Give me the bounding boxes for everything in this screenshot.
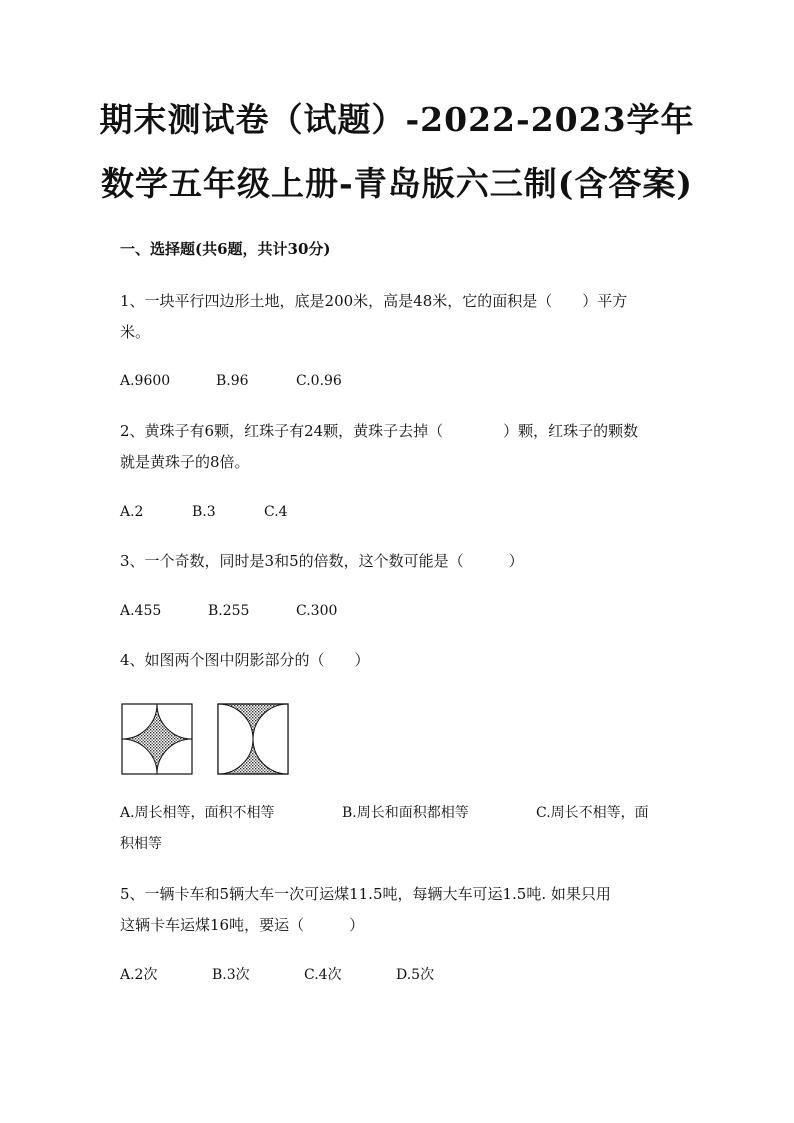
question-2-options bbox=[120, 501, 288, 523]
option-b: B.255 bbox=[208, 603, 250, 619]
figure-2-hourglass-shape bbox=[218, 704, 288, 774]
question-5-line-1: 5、一辆卡车和5辆大车一次可运煤11.5吨，每辆大车可运1.5吨. 如果只用 bbox=[120, 885, 611, 903]
option-a: A.455 bbox=[120, 603, 162, 619]
question-1-line-2: 米。 bbox=[120, 323, 151, 341]
question-2-line-1: 2、黄珠子有6颗，红珠子有24颗，黄珠子去掉（ ）颗，红珠子的颗数 bbox=[120, 422, 639, 440]
option-b: B.3次 bbox=[212, 967, 250, 983]
option-c: C.4 bbox=[264, 504, 288, 520]
option-b: B.3 bbox=[192, 504, 216, 520]
question-4-figures bbox=[120, 702, 300, 776]
option-a: A.周长相等，面积不相等 bbox=[120, 805, 275, 821]
section-heading: 一、选择题(共6题，共计30分) bbox=[120, 240, 331, 258]
title-line-1: 期末测试卷（试题）-2022-2023学年 bbox=[99, 100, 695, 139]
option-a: A.2次 bbox=[120, 967, 158, 983]
question-1-options bbox=[120, 370, 342, 392]
option-d: D.5次 bbox=[396, 967, 435, 983]
figure-1-star-shape bbox=[122, 704, 192, 774]
option-a: A.9600 bbox=[120, 373, 171, 389]
question-3-options bbox=[120, 600, 337, 622]
option-b: B.周长和面积都相等 bbox=[342, 805, 469, 821]
option-a: A.2 bbox=[120, 504, 144, 520]
option-c: C.周长不相等，面 bbox=[536, 805, 649, 821]
option-c: C.300 bbox=[296, 603, 338, 619]
question-5-options bbox=[120, 964, 434, 986]
question-5-line-2: 这辆卡车运煤16吨，要运（ ） bbox=[120, 916, 365, 934]
title-line-2: 数学五年级上册-青岛版六三制(含答案) bbox=[101, 164, 693, 203]
question-1-line-1: 1、一块平行四边形土地，底是200米，高是48米，它的面积是（ ）平方 bbox=[120, 292, 628, 310]
option-c: C.4次 bbox=[304, 967, 342, 983]
question-4-line-1: 4、如图两个图中阴影部分的（ ） bbox=[120, 651, 370, 669]
option-c: C.0.96 bbox=[296, 373, 342, 389]
question-2-line-2: 就是黄珠子的8倍。 bbox=[120, 453, 250, 471]
question-3-line-1: 3、一个奇数，同时是3和5的倍数，这个数可能是（ ） bbox=[120, 552, 524, 570]
question-4-options-line-2: 积相等 bbox=[120, 836, 162, 852]
question-4-options bbox=[120, 798, 670, 829]
option-b: B.96 bbox=[216, 373, 249, 389]
